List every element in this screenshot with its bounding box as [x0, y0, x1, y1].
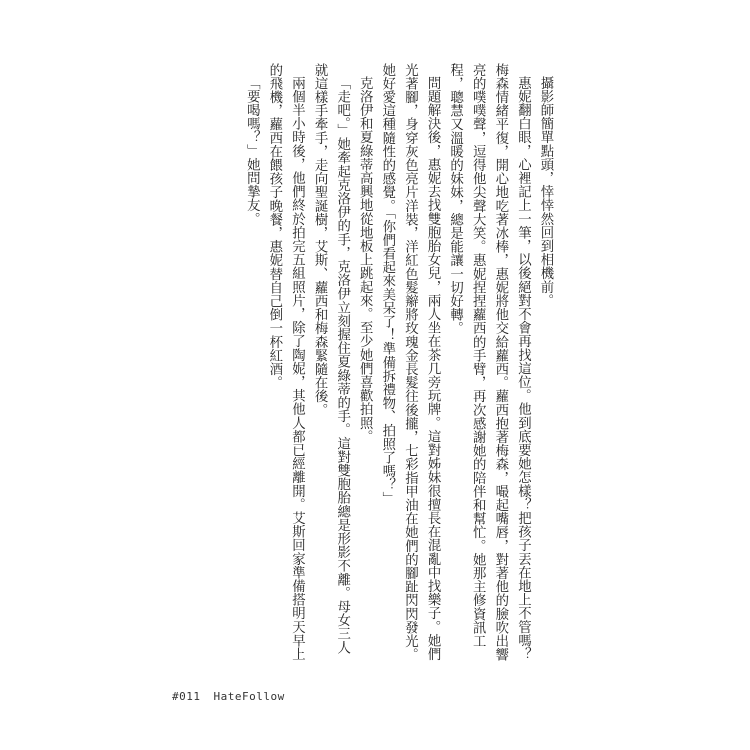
- paragraph: 「要喝嗎？」她問摯友。: [244, 76, 260, 226]
- vertical-text-body: [240, 63, 556, 663]
- paragraph: 「走吧。」她牽起克洛伊的手，克洛伊立刻握住夏綠蒂的手。這對雙胞胎總是形影不離。母女三人就這樣手牽手，走向聖誕樹，艾斯、蘿西和梅森緊隨在後。: [312, 63, 350, 655]
- paragraph: 兩個半小時後，他們終於拍完五組照片，除了陶妮，其他人都已經離開。艾斯回家準備搭明天早上的飛機，蘿西在餵孩子晚餐，惠妮替自己倒一杯紅酒。: [266, 63, 305, 662]
- running-title: HateFollow: [213, 690, 285, 703]
- paragraph: 問題解決後，惠妮去找雙胞胎女兒，兩人坐在茶几旁玩牌。這對姊妹很擅長在混亂中找樂子。她們光著腳，身穿灰色亮片洋裝，洋紅色髮辮將玫瑰金長髮往後攏，七彩指甲油在她們的腳趾閃閃發光。她好愛這種隨性的感覺。「你們看起來美呆了！準備拆禮物、拍照了嗎？」: [379, 63, 441, 662]
- page-footer: [172, 690, 285, 703]
- paragraph: 克洛伊和夏綠蒂高興地從地板上跳起來。至少她們喜歡拍照。: [357, 76, 373, 444]
- page-number: #011: [172, 690, 201, 703]
- paragraph: 攝影師簡單點頭，悻悻然回到相機前。: [538, 76, 553, 308]
- paragraph: 惠妮翻白眼，心裡記上一筆，以後絕對不會再找這位。他到底要她怎樣？把孩子丟在地上不管嗎？梅森情緒平復，開心地吃著冰棒，惠妮將他交給蘿西。蘿西抱著梅森，嘬起嘴唇，對著他的臉吹出響亮的噗噗聲，逗得他尖聲大笑。惠妮捏捏蘿西的手臂，再次感謝她的陪伴和幫忙。她那主修資訊工程，聰慧又溫暖的妹妹，總是能讓一切好轉。: [447, 63, 531, 662]
